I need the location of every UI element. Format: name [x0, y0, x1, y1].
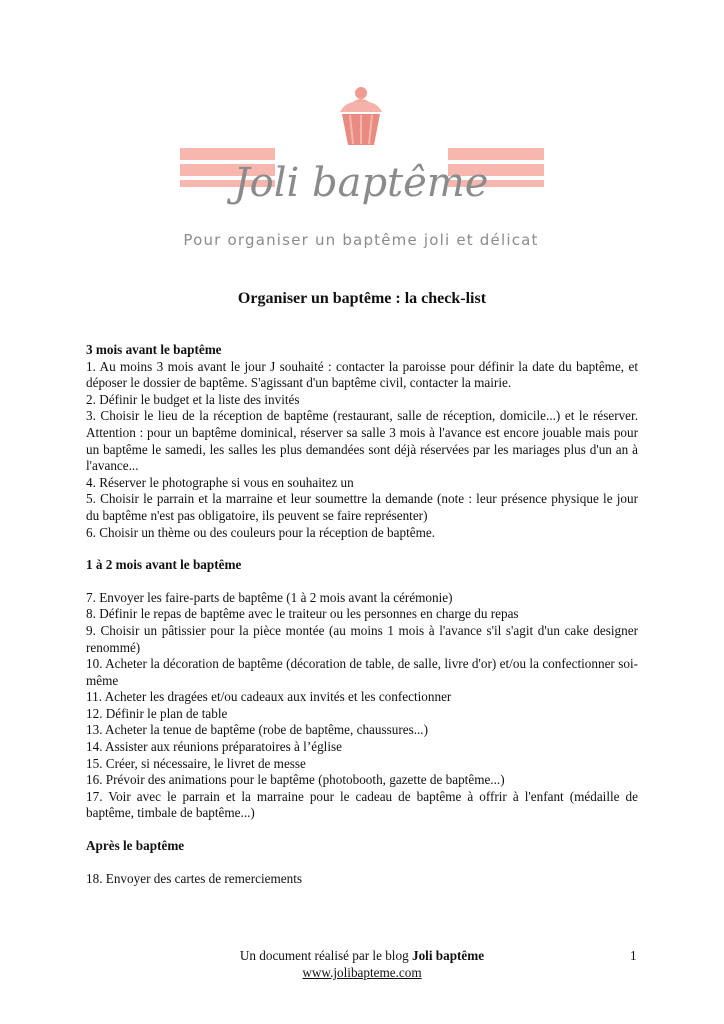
checklist-item: 2. Définir le budget et la liste des invités	[86, 391, 300, 407]
checklist-item: 13. Acheter la tenue de baptême (robe de baptême, chaussures...)	[86, 722, 428, 738]
checklist-item: 7. Envoyer les faire-parts de baptême (1 à 2 mois avant la cérémonie)	[86, 589, 453, 605]
checklist-item: 11. Acheter les dragées et/ou cadeaux aux invités et les confectionner	[86, 689, 452, 705]
checklist-item: 18. Envoyer des cartes de remerciements	[86, 870, 303, 886]
checklist-item: 6. Choisir un thème ou des couleurs pour la réception de baptême.	[86, 524, 436, 540]
checklist-item: 1. Au moins 3 mois avant le jour J souhaité : contacter la paroisse pour définir la date du baptême, et déposer le dossier de baptême. S'agissant d'un baptême civil, contacter la mairie.	[86, 358, 638, 391]
checklist-item: 15. Créer, si nécessaire, le livret de messe	[86, 755, 306, 771]
checklist-item: 9. Choisir un pâtissier pour la pièce montée (au moins 1 mois à l'avance s'il s'agit d'un cake designer renommé)	[86, 622, 638, 655]
logo-tagline: Pour organiser un baptême joli et délicat	[183, 231, 539, 249]
footer-prefix: Un document réalisé par le blog	[239, 948, 412, 963]
logo-title: Joli baptême	[233, 160, 489, 206]
footer	[0, 948, 724, 981]
joli-bapteme-logo	[0, 0, 724, 260]
checklist-item: 14. Assister aux réunions préparatoires à l’église	[86, 739, 342, 755]
section-heading: Après le baptême	[86, 838, 185, 854]
page-number: 1	[630, 948, 637, 963]
footer-url-link[interactable]: www.jolibapteme.com	[302, 964, 422, 980]
page-title: Organiser un baptême : la check-list	[237, 290, 487, 307]
footer-credit	[0, 948, 724, 965]
checklist-item: 16. Prévoir des animations pour le baptême (photobooth, gazette de baptême...)	[86, 772, 505, 788]
checklist	[86, 342, 638, 887]
checklist-item: 8. Définir le repas de baptême avec le traiteur ou les personnes en charge du repas	[86, 606, 519, 622]
checklist-item: 5. Choisir le parrain et la marraine et leur soumettre la demande (note : leur présence physique le jour du baptême n'est pas obligatoire, ils peuvent se faire représenter)	[86, 491, 638, 523]
checklist-item: 10. Acheter la décoration de baptême (décoration de table, de salle, livre d'or) et/ou la confectionner soi-même	[86, 656, 638, 688]
checklist-item: 4. Réserver le photographe si vous en souhaitez un	[86, 474, 354, 490]
footer-blog-name: Joli baptême	[411, 948, 485, 963]
checklist-item: 12. Définir le plan de table	[86, 705, 228, 721]
checklist-item: 3. Choisir le lieu de la réception de baptême (restaurant, salle de réception, domicile...) et le réserver. Attention : pour un baptême dominical, réserver sa salle 3 mois à l'avance est encore jouable mais pour un baptême le samedi, les salles les plus demandées sont déjà réservées par les mariages plus d'un an à l'avance...	[86, 408, 638, 474]
checklist-item: 17. Voir avec le parrain et la marraine pour le cadeau de baptême à offrir à l'enfant (médaille de baptême, timbale de baptême...)	[86, 788, 638, 821]
section-heading: 1 à 2 mois avant le baptême	[86, 557, 242, 573]
cupcake-icon	[340, 87, 382, 145]
section-heading: 3 mois avant le baptême	[86, 342, 222, 357]
